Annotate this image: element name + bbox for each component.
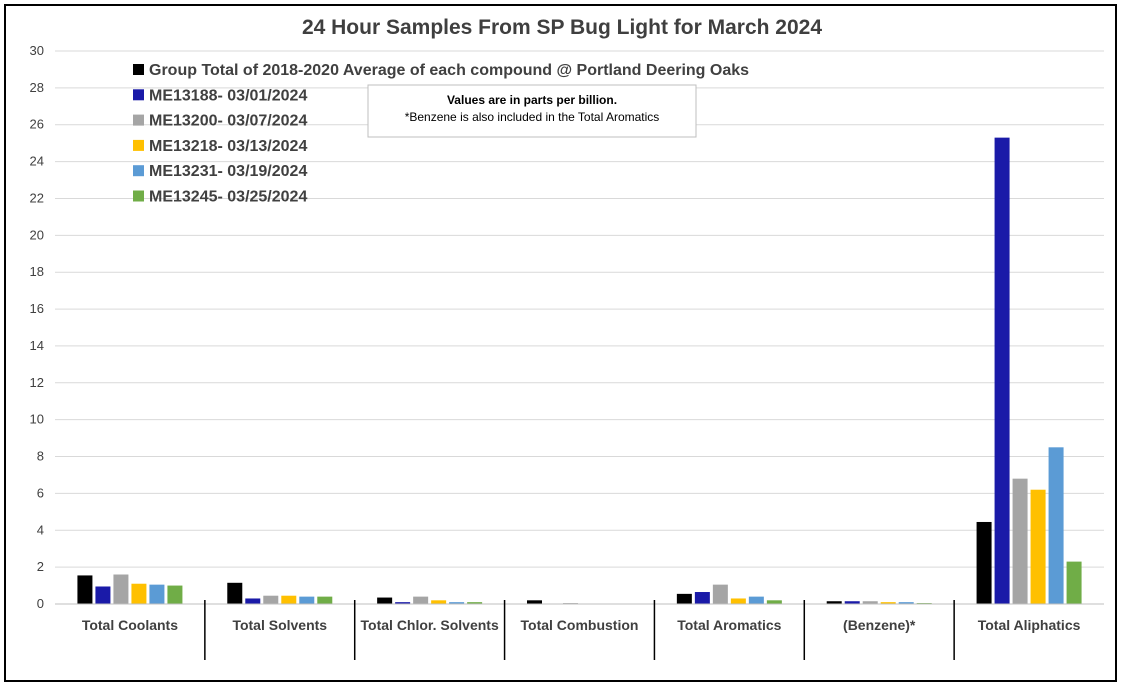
bar bbox=[131, 584, 146, 604]
x-category-label: Total Combustion bbox=[520, 617, 639, 633]
bar bbox=[731, 598, 746, 604]
y-tick-label: 12 bbox=[29, 374, 44, 390]
legend-swatch bbox=[133, 165, 144, 176]
x-category-label: Total Aliphatics bbox=[977, 617, 1081, 633]
bar bbox=[527, 600, 542, 604]
bar bbox=[749, 597, 764, 604]
y-tick-label: 28 bbox=[29, 79, 44, 95]
legend-label: ME13218- 03/13/2024 bbox=[149, 137, 308, 155]
y-tick-label: 0 bbox=[36, 596, 44, 611]
y-tick-label: 4 bbox=[36, 522, 44, 538]
y-tick-label: 8 bbox=[36, 448, 44, 464]
legend-label: ME13188- 03/01/2024 bbox=[149, 87, 308, 105]
y-tick-label: 2 bbox=[36, 559, 44, 575]
y-tick-label: 14 bbox=[29, 337, 44, 353]
annotation-line-1: Values are in parts per billion. bbox=[446, 93, 618, 107]
annotation-box bbox=[368, 85, 696, 137]
x-category-label: Total Aromatics bbox=[677, 617, 782, 633]
bar bbox=[245, 598, 260, 604]
x-category-label: Total Coolants bbox=[81, 617, 179, 633]
legend-label: ME13231- 03/19/2024 bbox=[149, 163, 308, 181]
bar bbox=[677, 594, 692, 604]
legend-label: Group Total of 2018-2020 Average of each compound @ Portland Deering Oaks bbox=[149, 62, 750, 79]
legend-swatch bbox=[133, 191, 144, 202]
legend-swatch bbox=[133, 115, 144, 126]
bar bbox=[1049, 447, 1064, 604]
annotation-line-2: *Benzene is also included in the Total Aromatics bbox=[404, 110, 660, 124]
bar bbox=[431, 600, 446, 604]
bar bbox=[95, 586, 110, 604]
bar bbox=[377, 598, 392, 604]
bar bbox=[695, 592, 710, 604]
x-category-label: (Benzene)* bbox=[843, 617, 916, 633]
bar bbox=[299, 597, 314, 604]
bar bbox=[1067, 562, 1082, 604]
bar bbox=[227, 583, 242, 604]
legend-swatch bbox=[133, 140, 144, 151]
legend-swatch bbox=[133, 89, 144, 100]
x-category-label: Total Chlor. Solvents bbox=[360, 617, 499, 633]
bar bbox=[977, 522, 992, 604]
bar bbox=[713, 585, 728, 604]
y-tick-label: 6 bbox=[36, 485, 44, 501]
bar bbox=[995, 138, 1010, 604]
bar bbox=[767, 600, 782, 604]
legend-swatch bbox=[133, 64, 144, 75]
bar bbox=[413, 597, 428, 604]
y-tick-label: 10 bbox=[29, 411, 44, 427]
bar bbox=[1031, 490, 1046, 604]
x-category-label: Total Solvents bbox=[232, 617, 328, 633]
chart-title: 24 Hour Samples From SP Bug Light for March 2024 bbox=[301, 16, 823, 39]
y-tick-label: 22 bbox=[29, 190, 44, 206]
bar bbox=[113, 575, 128, 604]
bar bbox=[1013, 479, 1028, 604]
bar bbox=[77, 575, 92, 604]
bar bbox=[167, 586, 182, 604]
y-tick-label: 26 bbox=[29, 116, 44, 132]
y-tick-label: 30 bbox=[29, 43, 44, 58]
y-tick-label: 20 bbox=[29, 227, 44, 243]
legend-label: ME13200- 03/07/2024 bbox=[149, 112, 308, 130]
legend-label: ME13245- 03/25/2024 bbox=[149, 188, 308, 206]
y-tick-label: 16 bbox=[29, 301, 44, 317]
y-tick-label: 18 bbox=[29, 264, 44, 280]
bar bbox=[281, 596, 296, 604]
bar bbox=[149, 585, 164, 604]
bars bbox=[77, 138, 1081, 604]
bar bbox=[263, 596, 278, 604]
bar bbox=[317, 597, 332, 604]
y-tick-label: 24 bbox=[29, 153, 44, 169]
